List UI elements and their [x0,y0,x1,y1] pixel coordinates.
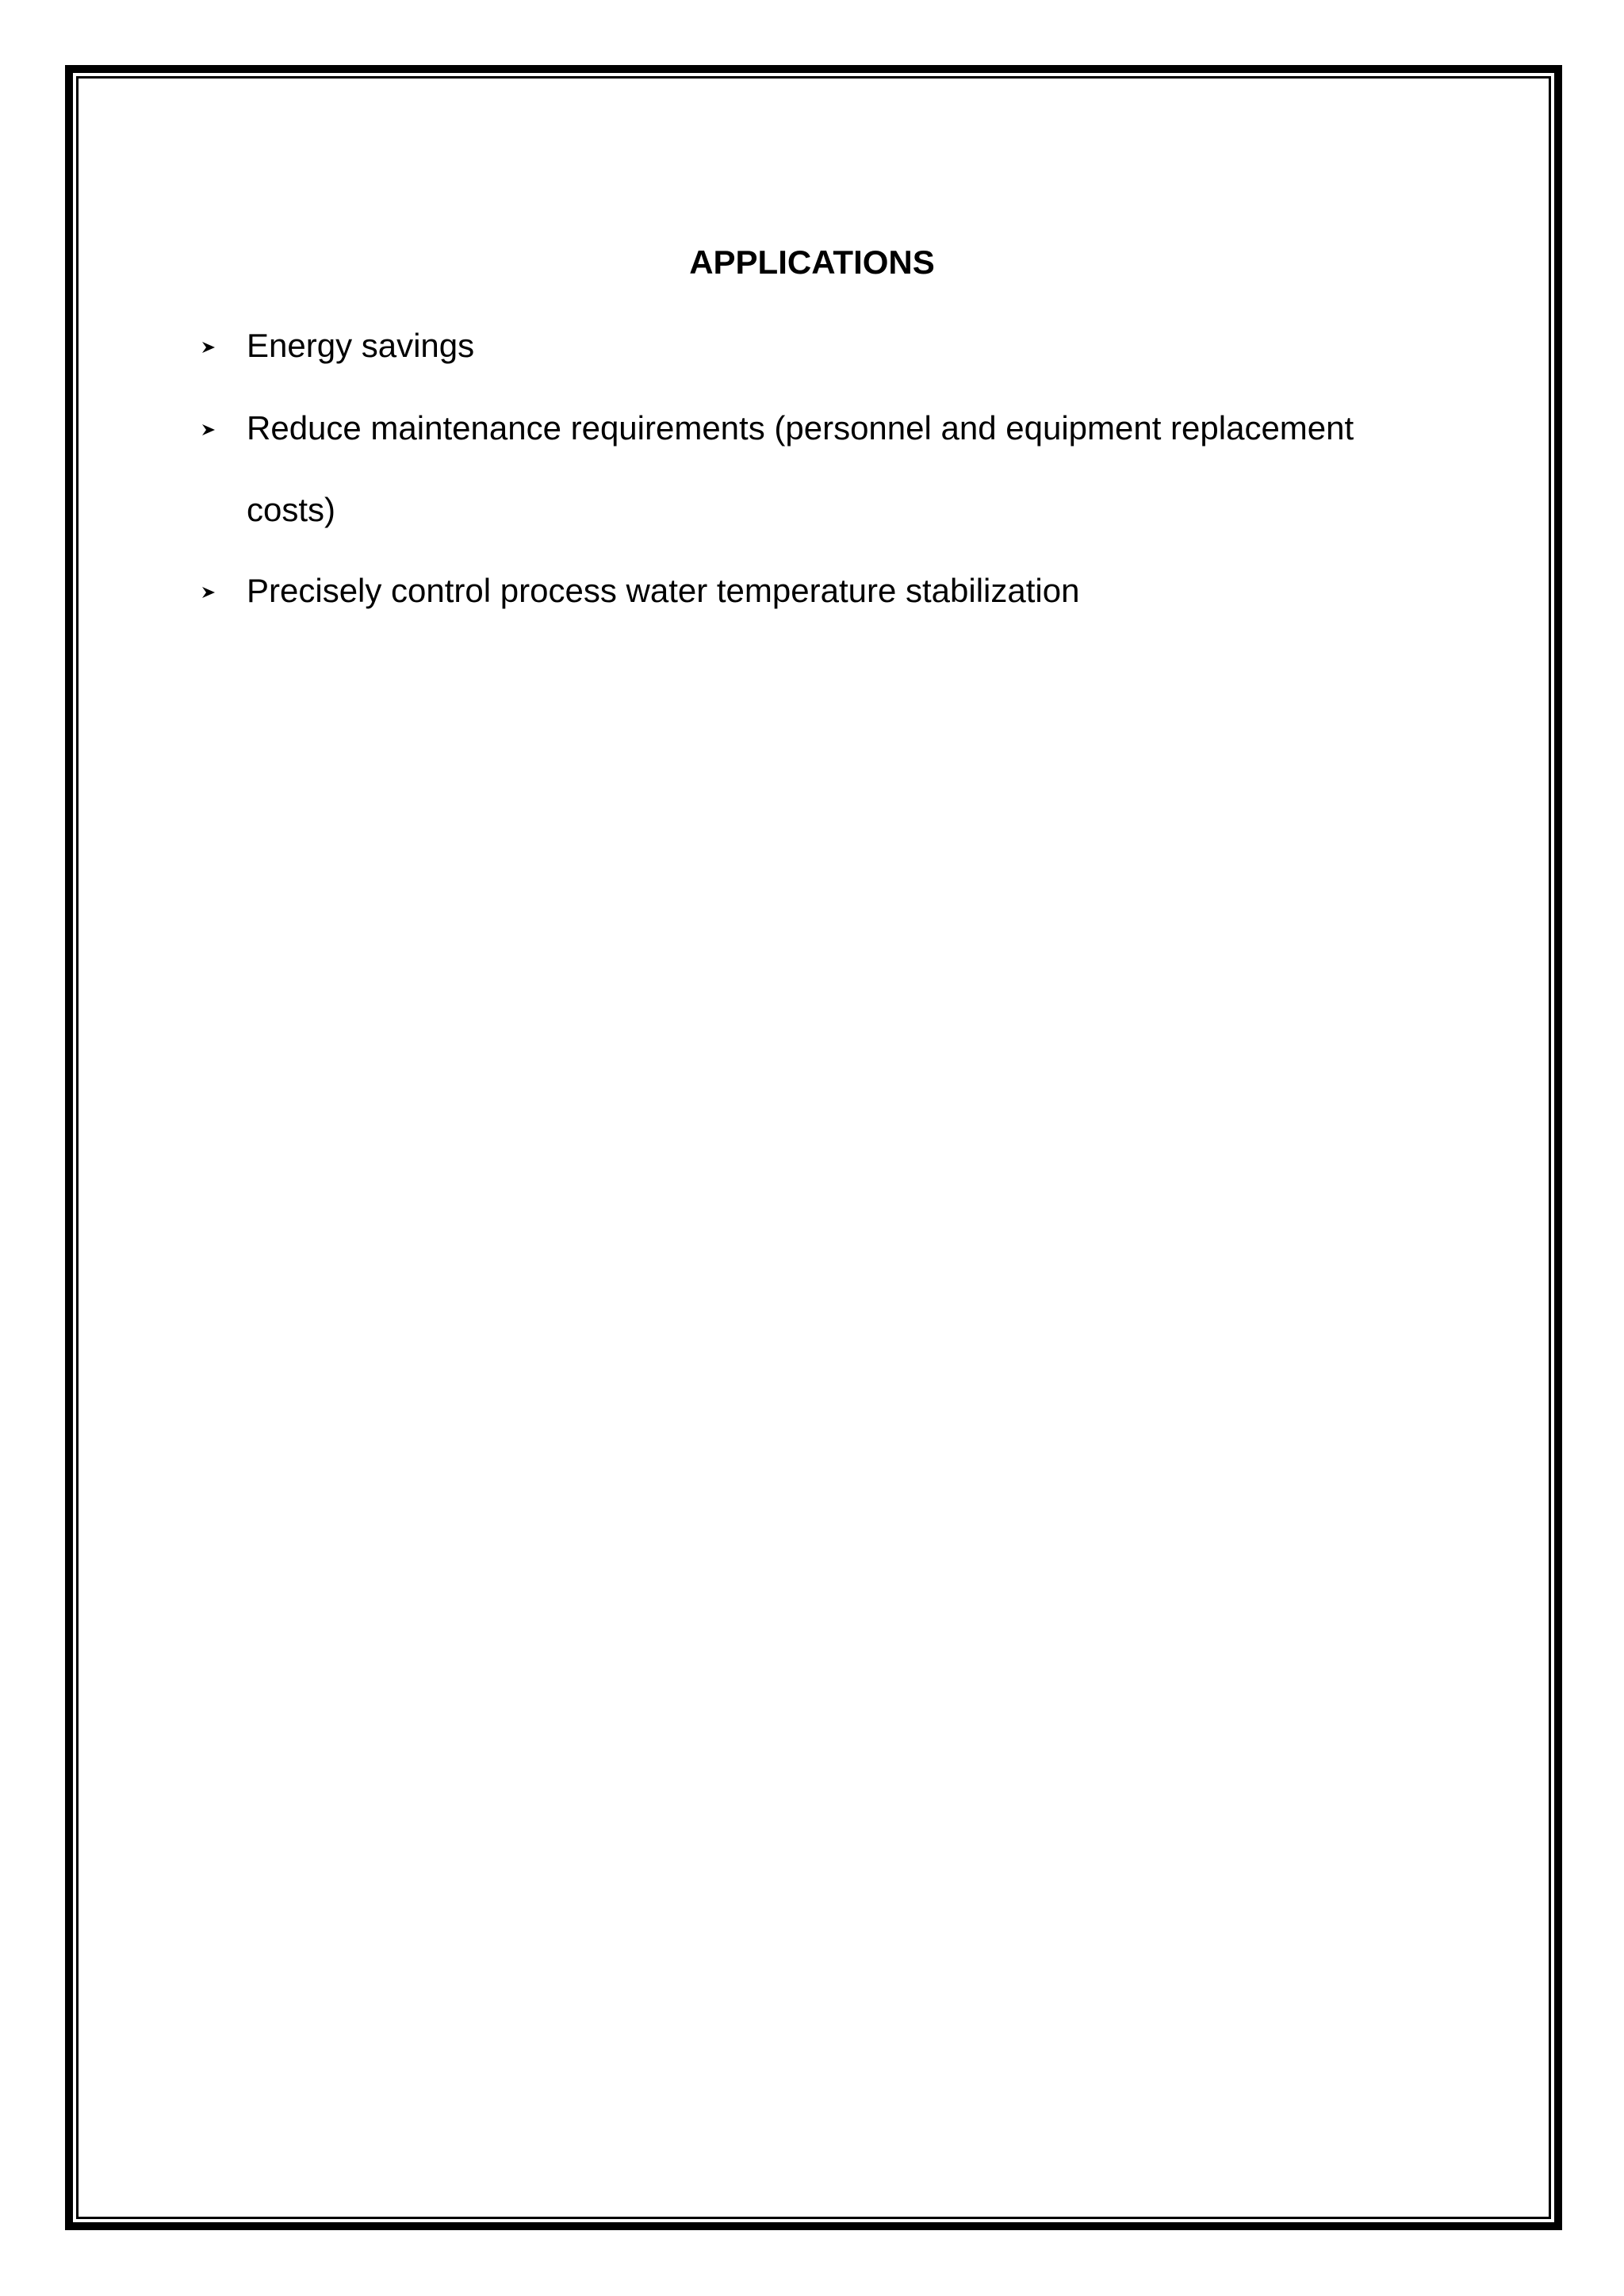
list-item-text-continued: costs) [247,491,336,528]
page-title: APPLICATIONS [689,243,935,281]
list-item-text: Precisely control process water temperature stabilization [247,572,1080,609]
arrowhead-bullet-icon [201,339,216,355]
arrowhead-bullet-icon [201,422,216,438]
list-item-text: Reduce maintenance requirements (personnel and equipment replacement [247,409,1354,447]
list-item-text: Energy savings [247,327,475,364]
page-border-inner [76,76,1551,2219]
arrowhead-bullet-icon [201,585,216,600]
